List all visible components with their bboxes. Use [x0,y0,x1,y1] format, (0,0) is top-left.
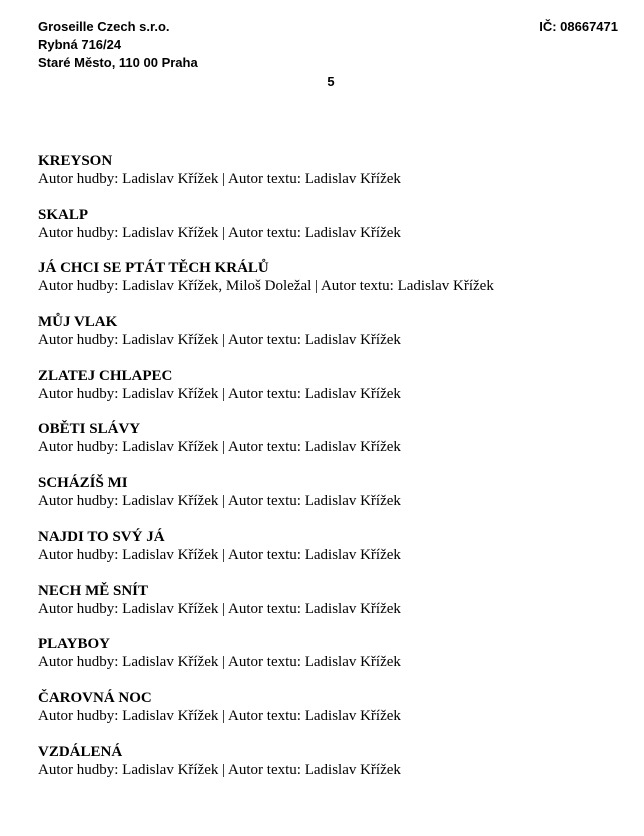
song-title: SKALP [38,206,89,223]
song-title: NAJDI TO SVÝ JÁ [38,528,165,545]
company-city: Staré Město, 110 00 Praha [38,55,198,70]
song-title: KREYSON [38,153,113,169]
song-title: ČAROVNÁ NOC [38,689,152,706]
song-entry [38,528,628,582]
song-credits: Autor hudby: Ladislav Křížek | Autor textu: Ladislav Křížek [38,171,401,187]
song-title: PLAYBOY [38,636,110,653]
song-credits: Autor hudby: Ladislav Křížek | Autor textu: Ladislav Křížek [38,493,401,510]
song-title: ZLATEJ CHLAPEC [38,367,173,384]
song-credits: Autor hudby: Ladislav Křížek | Autor textu: Ladislav Křížek [38,654,401,671]
song-credits: Autor hudby: Ladislav Křížek | Autor textu: Ladislav Křížek [38,600,401,617]
song-credits: Autor hudby: Ladislav Křížek | Autor textu: Ladislav Křížek [38,761,401,778]
song-entry [38,367,628,421]
song-credits: Autor hudby: Ladislav Křížek | Autor textu: Ladislav Křížek [38,439,401,456]
song-entry [38,206,628,260]
song-title: JÁ CHCI SE PTÁT TĚCH KRÁLŮ [38,260,269,277]
company-street: Rybná 716/24 [38,37,122,52]
company-name: Groseille Czech s.r.o. [38,19,170,34]
company-ico: IČ: 08667471 [539,19,618,34]
song-entry [38,420,628,474]
song-title: VZDÁLENÁ [38,743,123,760]
song-list [38,152,628,796]
song-credits: Autor hudby: Ladislav Křížek | Autor textu: Ladislav Křížek [38,546,401,563]
song-credits: Autor hudby: Ladislav Křížek | Autor textu: Ladislav Křížek [38,707,401,724]
song-title: SCHÁZÍŠ MI [38,475,128,492]
song-entry [38,474,628,528]
song-entry [38,259,628,313]
song-credits: Autor hudby: Ladislav Křížek | Autor textu: Ladislav Křížek [38,332,401,349]
song-title: OBĚTI SLÁVY [38,421,141,438]
song-title: NECH MĚ SNÍT [38,582,149,599]
song-title: MŮJ VLAK [38,314,118,331]
song-credits: Autor hudby: Ladislav Křížek, Miloš Doležal | Autor textu: Ladislav Křížek [38,278,494,295]
song-entry [38,582,628,636]
page-number: 5 [327,74,335,89]
company-address-block [38,18,198,72]
song-entry [38,635,628,689]
song-credits: Autor hudby: Ladislav Křížek | Autor textu: Ladislav Křížek [38,385,401,402]
song-entry [38,743,628,797]
song-entry [38,152,628,206]
song-entry [38,313,628,367]
song-entry [38,689,628,743]
song-credits: Autor hudby: Ladislav Křížek | Autor textu: Ladislav Křížek [38,224,401,241]
